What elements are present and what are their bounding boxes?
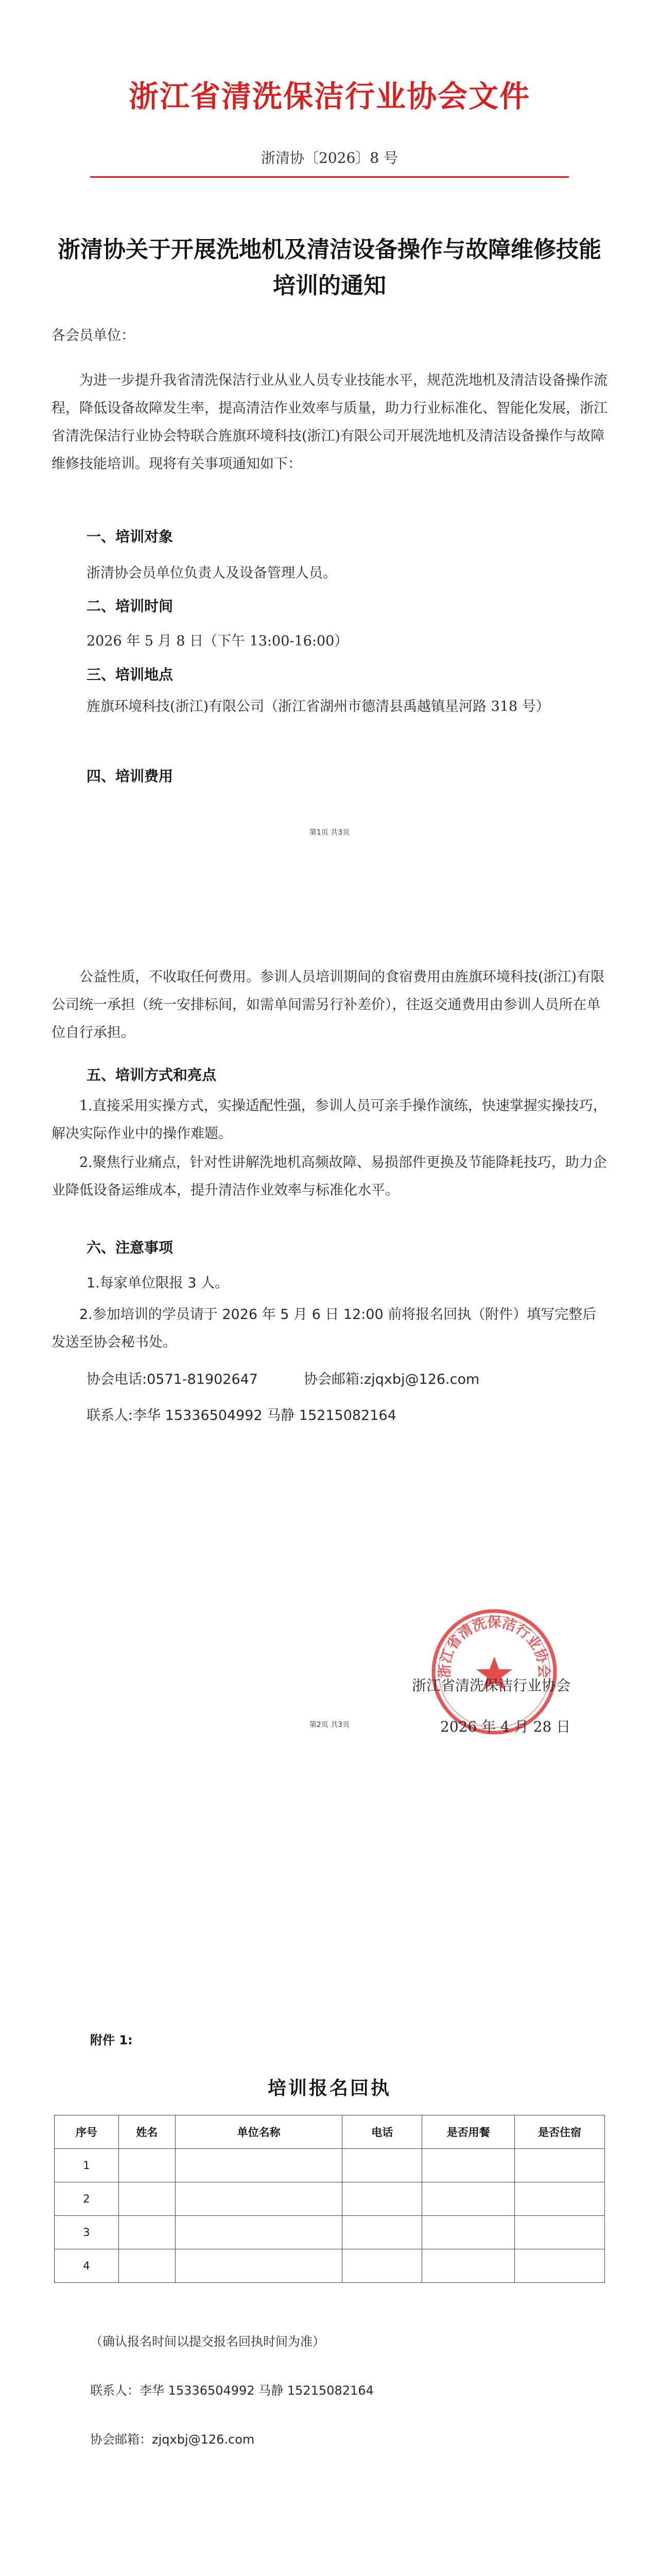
signature-organization: 浙江省清洗保洁行业协会 xyxy=(412,1677,571,1694)
lodging-cell[interactable] xyxy=(515,2249,605,2283)
section-3-text: 旌旗环境科技(浙江)有限公司（浙江省湖州市德清县禹越镇星河路 318 号） xyxy=(86,699,550,715)
attachment-email: 协会邮箱：zjqxbj@126.com xyxy=(90,2432,255,2447)
name-cell[interactable] xyxy=(118,2249,175,2283)
column-header: 电话 xyxy=(342,2115,422,2149)
section-1-heading: 一、培训对象 xyxy=(86,528,174,545)
section-5-point-2: 2.聚焦行业痛点，针对性讲解洗地机高频故障、易损部件更换及节能降耗技巧，助力企业降低设备运维成本，提升清洁作业效率与标准化水平。 xyxy=(51,1155,607,1198)
company-cell[interactable] xyxy=(175,2216,342,2249)
section-2-heading: 二、培训时间 xyxy=(86,598,174,615)
lodging-cell[interactable] xyxy=(515,2216,605,2249)
table-header-row xyxy=(55,2115,605,2149)
phone-cell[interactable] xyxy=(342,2182,422,2216)
company-cell[interactable] xyxy=(175,2149,342,2182)
registration-note: （确认报名时间以提交报名回执时间为准） xyxy=(90,2334,325,2349)
attachment-label: 附件 1: xyxy=(90,2033,133,2047)
meal-cell[interactable] xyxy=(422,2182,515,2216)
section-1-text: 浙清协会员单位负责人及设备管理人员。 xyxy=(86,565,337,581)
section-6-item-2: 2.参加培训的学员请于 2026 年 5 月 6 日 12:00 前将报名回执（附件）填写完整后发送至协会秘书处。 xyxy=(51,1307,597,1350)
column-header: 姓名 xyxy=(118,2115,175,2149)
section-4-text: 公益性质，不收取任何费用。参训人员培训期间的食宿费用由旌旗环境科技(浙江)有限公司统一承担（统一安排标间，如需单间需另行补差价），往返交通费用由参训人员所在单位自行承担。 xyxy=(51,969,605,1041)
seal-text: 浙江省清洗保洁行业协会 xyxy=(437,1615,552,1679)
section-4-heading: 四、培训费用 xyxy=(86,768,174,785)
row-number: 2 xyxy=(55,2182,119,2216)
meal-cell[interactable] xyxy=(422,2216,515,2249)
company-cell[interactable] xyxy=(175,2182,342,2216)
column-header: 单位名称 xyxy=(175,2115,342,2149)
section-2-text: 2026 年 5 月 8 日（下午 13:00-16:00） xyxy=(86,633,349,649)
section-5-point-1: 1.直接采用实操方式，实操适配性强，参训人员可亲手操作演练，快速掌握实操技巧，解决实际作业中的操作难题。 xyxy=(51,1098,607,1142)
name-cell[interactable] xyxy=(118,2182,175,2216)
lodging-cell[interactable] xyxy=(515,2149,605,2182)
phone-cell[interactable] xyxy=(342,2216,422,2249)
table-row xyxy=(55,2182,605,2216)
section-5-heading: 五、培训方式和亮点 xyxy=(86,1066,217,1083)
intro-paragraph: 为进一步提升我省清洗保洁行业从业人员专业技能水平，规范洗地机及清洁设备操作流程，降低设备故障发生率，提高清洁作业效率与质量，助力行业标准化、智能化发展，浙江省清洗保洁行业协会特联合旌旗环境科技(浙江)有限公司开展洗地机及清洁设备操作与故障维修技能培训。现将有关事项通知如下： xyxy=(51,372,608,472)
table-row xyxy=(55,2149,605,2182)
column-header: 是否用餐 xyxy=(422,2115,515,2149)
name-cell[interactable] xyxy=(118,2149,175,2182)
phone-cell[interactable] xyxy=(342,2149,422,2182)
document-header-title: 浙江省清洗保洁行业协会文件 xyxy=(128,79,530,114)
red-divider xyxy=(90,176,569,178)
table-row xyxy=(55,2249,605,2283)
phone-cell[interactable] xyxy=(342,2249,422,2283)
column-header: 序号 xyxy=(55,2115,119,2149)
signature-date: 2026 年 4 月 28 日 xyxy=(440,1718,571,1735)
notice-title: 浙清协关于开展洗地机及清洁设备操作与故障维修技能培训的通知 xyxy=(58,236,601,299)
registration-form-title: 培训报名回执 xyxy=(267,2077,391,2099)
attachment-contact: 联系人：李华 15336504992 马静 15215082164 xyxy=(90,2383,374,2398)
table-row xyxy=(55,2216,605,2249)
section-6-heading: 六、注意事项 xyxy=(86,1239,174,1256)
section-3-heading: 三、培训地点 xyxy=(86,666,174,683)
contact-persons: 联系人:李华 15336504992 马静 15215082164 xyxy=(86,1408,396,1423)
registration-table xyxy=(54,2115,605,2283)
row-number: 3 xyxy=(55,2216,119,2249)
association-phone: 协会电话:0571-81902647 xyxy=(86,1371,258,1387)
company-cell[interactable] xyxy=(175,2249,342,2283)
page-footer: 第2页 共3页 xyxy=(309,1721,350,1729)
meal-cell[interactable] xyxy=(422,2249,515,2283)
document-number: 浙清协〔2026〕8 号 xyxy=(261,149,398,166)
column-header: 是否住宿 xyxy=(515,2115,605,2149)
lodging-cell[interactable] xyxy=(515,2182,605,2216)
meal-cell[interactable] xyxy=(422,2149,515,2182)
row-number: 1 xyxy=(55,2149,119,2182)
association-email: 协会邮箱:zjqxbj@126.com xyxy=(304,1371,480,1387)
salutation: 各会员单位： xyxy=(51,328,135,344)
page-footer: 第1页 共3页 xyxy=(309,828,350,837)
page-1 xyxy=(0,0,659,876)
section-6-item-1: 1.每家单位限报 3 人。 xyxy=(86,1275,229,1291)
name-cell[interactable] xyxy=(118,2216,175,2249)
row-number: 4 xyxy=(55,2249,119,2283)
